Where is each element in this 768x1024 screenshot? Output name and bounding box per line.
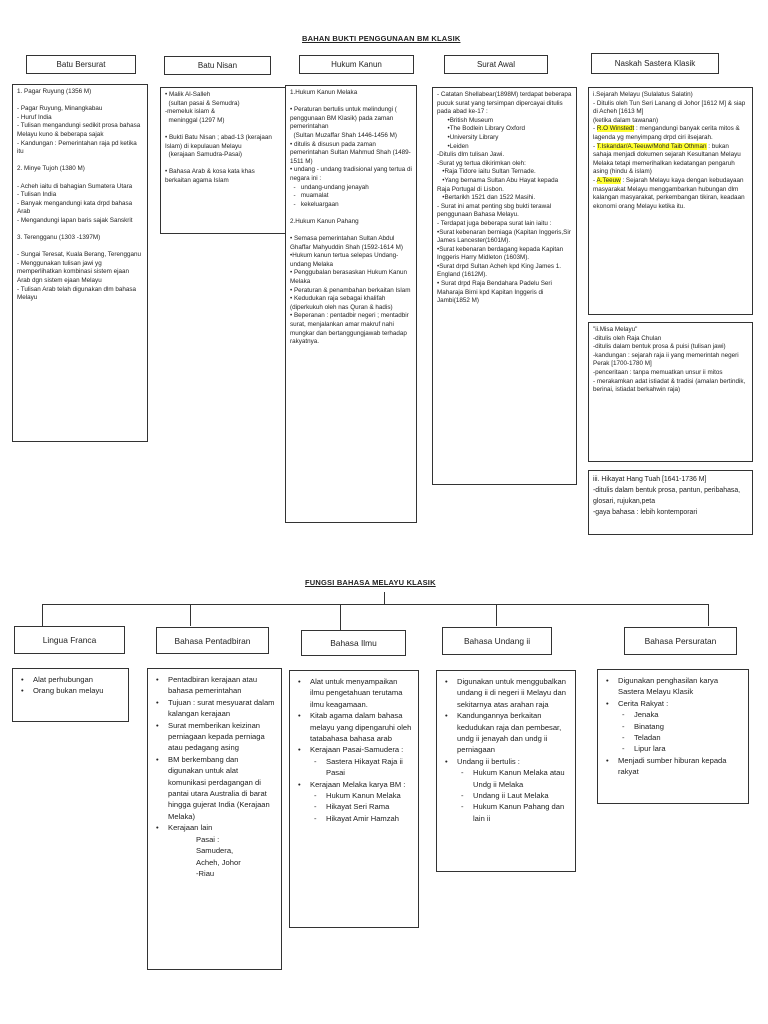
text-line: -kandungan : sejarah raja ii yang memerintah negeri Perak [1700-1780 M]: [593, 351, 741, 368]
text-line: -penceritaan : tanpa memuatkan unsur ii mitos: [593, 368, 723, 376]
text-line: - Menggunakan tulisan jawi yg memperlihatkan kombinasi sistem ejaan Arab dgn sistem ejaan Melayu: [17, 259, 131, 285]
batu-bersurat-box: [12, 84, 148, 442]
list-item: • Kerajaan Pasai-Samudera :: [296, 744, 412, 755]
text-line: -ditulis dalam bentuk prosa, pantun, peribahasa, glosari, rujukan,peta: [593, 487, 743, 505]
text-line: - Catatan Shellabear(1898M) terdapat beberapa pucuk surat yang tersimpan dipercayai ditulis pada abad ke-17 :: [437, 91, 574, 116]
pentadbiran-list: [154, 674, 275, 879]
text-line: - Tulisan Arab telah digunakan dlm bahasa Melayu: [17, 285, 138, 302]
header-batu-bersurat: Batu Bersurat: [26, 55, 136, 74]
list-item: - Hukum Kanun Pahang dan lain ii: [443, 801, 569, 824]
text-line: - Ditulis oleh Tun Seri Lanang di Johor [1612 M] & siap di Acheh [1613 M]: [593, 99, 748, 116]
persuratan-list: [604, 675, 742, 778]
naskah-1-p2: - T.Iskandar/A.Teeuw/Mohd Taib Othman : bukan sahaja menjadi dokumen sejarah Kesultanan Melayu Melaka tetapi memerihalkan kedatangan pengaruh asing (hindu & islam): [593, 142, 743, 176]
text-line: - muamalat: [290, 192, 329, 200]
ilmu-box: [289, 670, 419, 928]
list-item: - Teladan: [604, 732, 742, 743]
text-line: [17, 243, 143, 252]
ilmu-list: [296, 676, 412, 824]
naskah-3-content: [593, 474, 748, 518]
text-line: • Kedudukan raja sebagai khalifah (diperkukuh oleh nas Quran & hadis): [290, 295, 393, 311]
tree-bar: [42, 604, 709, 605]
text-line: -memeluk islam &: [165, 108, 216, 116]
text-line: •Hukum kanun tertua selepas Undang-undang Melaka: [290, 252, 399, 268]
text-line: • Peraturan & penambahan berkaitan Islam: [290, 286, 411, 294]
text-line: - Acheh iaitu di bahagian Sumatera Utara: [17, 182, 133, 190]
list-item: • Alat perhubungan: [19, 674, 122, 685]
text-line: •Surat kebenaran berdagang kepada Kapitan Inggeris Harry Midleton (1603M).: [437, 245, 565, 262]
text-line: •British Museum: [437, 116, 494, 124]
text-line: "ii.Misa Melayu": [593, 326, 638, 333]
text-line: -Surat yg tertua dikirimkan oleh:: [437, 159, 526, 167]
text-line: 2. Minye Tujoh (1380 M): [17, 165, 85, 173]
highlight-winstedt: R.O Winstedt: [596, 125, 635, 133]
list-item: • Tujuan : surat mesyuarat dalam kalangan kerajaan: [154, 697, 275, 720]
hukum-kanun-content: [290, 89, 412, 347]
list-item: • Kerajaan Melaka karya BM :: [296, 779, 412, 790]
list-item: • Alat untuk menyampaikan ilmu pengetahuan terutama ilmu keagamaan.: [296, 676, 412, 710]
text-line: -Ditulis dlm tulisan Jawi.: [437, 151, 505, 159]
list-item: - Hukum Kanun Melaka: [296, 790, 412, 801]
naskah-1-intro: [593, 91, 748, 125]
text-line: - Huruf India: [17, 113, 52, 121]
list-item: • Digunakan penghasilan karya Sastera Melayu Klasik: [604, 675, 742, 698]
list-item: - Hikayat Amir Hamzah: [296, 813, 412, 824]
text-line: - kekeluargaan: [290, 200, 339, 208]
text-line: (Sultan Muzaffar Shah 1446-1456 M): [290, 131, 397, 139]
header-lingua-franca: Lingua Franca: [14, 626, 125, 654]
list-item: - Hukum Kanun Melaka atau Undg ii Melaka: [443, 767, 569, 790]
text-line: -gaya bahasa : lebih kontemporari: [593, 509, 698, 516]
list-item: • Kitab agama dalam bahasa melayu yang dipengaruhi oleh tatabahasa bahasa arab: [296, 710, 412, 744]
list-item: • Kerajaan lain: [154, 822, 275, 833]
text-line: - Pagar Ruyung, Minangkabau: [17, 105, 103, 113]
text-line: iii. Hikayat Hang Tuah [1641-1736 M]: [593, 476, 707, 483]
text-line: - merakamkan adat istiadat & tradisi (amalan bertindik, berinai, istiadat berkahwin raja): [593, 377, 747, 394]
header-naskah-sastera: Naskah Sastera Klasik: [591, 53, 719, 74]
text-line: • Bahasa Arab & kosa kata khas berkaitan agama Islam: [165, 168, 257, 184]
text-line: [17, 97, 143, 106]
pentadbiran-box: [147, 668, 282, 970]
text-line: • Penggubalan berasaskan Hukum Kanun Melaka: [290, 269, 409, 286]
text-line: • Bukti Batu Nisan ; abad-13 (kerajaan Islam) di kepulauan Melayu: [165, 133, 274, 150]
text-line: - Surat ini amat penting sbg bukti terawal penggunaan Bahasa Melayu.: [437, 202, 553, 219]
tree-branch-2: [190, 604, 191, 626]
text-line: -ditulis dalam bentuk prosa & puisi (tulisan jawi): [593, 343, 726, 351]
bottom-title: FUNGSI BAHASA MELAYU KLASIK: [305, 578, 436, 587]
list-item: Acheh, Johor: [196, 857, 241, 867]
text-line: 1. Pagar Ruyung (1356 M): [17, 88, 92, 95]
text-line: [290, 209, 412, 218]
naskah-hang-tuah-box: [588, 470, 753, 535]
text-line: • Beperanan : pentadbir negeri ; mentadbir surat, menjalankan amar makruf nahi mungkar dan bertanggungjawab terhadap rakyatnya.: [290, 312, 411, 346]
text-line: -ditulis oleh Raja Chulan: [593, 334, 662, 342]
tree-branch-1: [42, 604, 43, 626]
text-line: meninggal (1297 M): [165, 116, 225, 124]
list-item: Pasai :: [196, 834, 220, 844]
list-item: • Pentadbiran kerajaan atau bahasa pemerintahan: [154, 674, 275, 697]
text-line: [165, 125, 281, 134]
text-line: •University Library: [437, 133, 499, 141]
text-line: [165, 160, 281, 169]
lingua-franca-list: [19, 674, 122, 697]
text-line: [17, 226, 143, 235]
text-line: •Yang bernama Sultan Abu Hayat kepada Raja Portugal di Lisbon.: [437, 176, 560, 193]
list-item: - Jenaka: [604, 709, 742, 720]
naskah-misa-melayu-box: [588, 322, 753, 462]
text-line: 2.Hukum Kanun Pahang: [290, 217, 359, 225]
header-surat-awal: Surat Awal: [444, 55, 548, 74]
text-line: [17, 157, 143, 166]
naskah-1-after2: : bukan sahaja menjadi dokumen sejarah Kesultanan Melayu Melaka tetapi memerihalkan kedatangan pengaruh asing (hindu & islam): [593, 142, 743, 176]
batu-nisan-box: [160, 87, 286, 234]
naskah-sejarah-melayu-box: [588, 87, 753, 315]
text-line: - undang-undang jenayah: [290, 183, 369, 191]
text-line: - Sungai Teresat, Kuala Berang, Terengganu: [17, 251, 142, 259]
naskah-2-content: [593, 326, 748, 395]
list-item: - Hikayat Seri Rama: [296, 801, 412, 812]
text-line: [17, 174, 143, 183]
tree-branch-4: [496, 604, 497, 626]
text-line: - Banyak mengandungi kata drpd bahasa Arab: [17, 199, 134, 216]
list-item: • Kandungannya berkaitan kedudukan raja dan pembesar, undg ii jenayah dan undg ii perniagaan: [443, 710, 569, 756]
top-title: BAHAN BUKTI PENGGUNAAN BM KLASIK: [302, 34, 461, 43]
hukum-kanun-box: [285, 85, 417, 523]
text-line: • Surat drpd Raja Bendahara Padelu Seri Maharaja Birni kpd Kapitan Inggeris di Jambi(1852 M): [437, 280, 554, 305]
surat-awal-box: [432, 87, 577, 485]
header-bahasa-persuratan: Bahasa Persuratan: [624, 627, 737, 655]
list-item: • Surat memberikan keizinan perniagaan kepada perniaga atau pedagang asing: [154, 720, 275, 754]
undang-list: [443, 676, 569, 824]
text-line: •The Bodlein Library Oxford: [437, 125, 525, 133]
text-line: •Surat drpd Sultan Acheh kpd King James 1. England (1612M).: [437, 262, 563, 279]
tree-branch-3: [340, 604, 341, 630]
text-line: [290, 227, 412, 236]
list-item: Samudera,: [196, 846, 234, 856]
header-batu-nisan: Batu Nisan: [164, 56, 271, 75]
header-bahasa-undang: Bahasa Undang ii: [442, 627, 552, 655]
list-item: • Cerita Rakyat :: [604, 698, 742, 709]
list-item: - Binatang: [604, 721, 742, 732]
text-line: •Surat kebenaran berniaga (Kapitan Inggeris,Sir James Lancester(1601M).: [437, 228, 573, 245]
text-line: - Tulisan mengandungi sedikit prosa bahasa Melayu kuno & beberapa sajak: [17, 122, 142, 138]
text-line: • Peraturan bertulis untuk melindungi ( penggunaan BM Klasik) pada zaman pemerintahan: [290, 106, 399, 131]
text-line: •Leiden: [437, 142, 469, 150]
list-item: • Orang bukan melayu: [19, 685, 122, 696]
list-item: - Sastera Hikayat Raja ii Pasai: [296, 756, 412, 779]
text-line: • undang - undang tradisional yang tertua di negara ini :: [290, 166, 414, 182]
lingua-franca-box: [12, 668, 129, 722]
text-line: • ditulis & disusun pada zaman pemerintahan Sultan Mahmud Shah (1489-1511 M): [290, 140, 411, 165]
header-bahasa-ilmu: Bahasa Ilmu: [301, 630, 406, 656]
naskah-1-p1: - R.O Winstedt : mengandungi banyak cerita mitos & lagenda yg menyimpang drpd ciri ilsejarah.: [593, 125, 742, 141]
list-item: • Undang ii bertulis :: [443, 756, 569, 767]
highlight-teeuw: A.Teeuw: [596, 176, 621, 184]
text-line: - Kandungan : Pemerintahan raja pd ketika itu: [17, 139, 139, 156]
text-line: •Raja Tidore iaitu Sultan Ternade.: [437, 168, 536, 176]
text-line: (sultan pasai & Semudra): [165, 99, 240, 107]
text-line: • Semasa pemerintahan Sultan Abdul Ghaffar Mahyuddin Shah (1592-1614 M): [290, 235, 403, 251]
text-line: (kerajaan Samudra-Pasai): [165, 151, 242, 159]
text-line: - Tulisan India: [17, 191, 57, 199]
list-item: -Riau: [196, 868, 215, 878]
naskah-1-after3: : Sejarah Melayu kaya dengan kebudayaan masyarakat Melayu menggambarkan hubungan dlm kalangan masyarakat, perkembangan tikiran, keadaan ekonomi orang Melayu ketika itu.: [593, 176, 747, 210]
text-line: [290, 98, 412, 107]
tree-branch-5: [708, 604, 709, 626]
naskah-1-p3: - A.Teeuw : Sejarah Melayu kaya dengan kebudayaan masyarakat Melayu menggambarkan hubungan dlm kalangan masyarakat, perkembangan tikiran, keadaan ekonomi orang Melayu ketika itu.: [593, 176, 747, 210]
naskah-1-after1: : mengandungi banyak cerita mitos & lagenda yg menyimpang drpd ciri ilsejarah.: [593, 125, 742, 141]
text-line: - Mengandungi lapan baris sajak Sanskrit: [17, 216, 133, 224]
list-item: - Undang ii Laut Melaka: [443, 790, 569, 801]
batu-nisan-content: [165, 91, 281, 186]
list-item: • Menjadi sumber hiburan kepada rakyat: [604, 755, 742, 778]
header-bahasa-pentadbiran: Bahasa Pentadbiran: [156, 627, 269, 654]
text-line: (ketika dalam tawanan): [593, 116, 659, 124]
list-item: • Digunakan untuk menggubalkan undang ii di negeri ii Melayu dan sekitarnya atas arahan raja: [443, 676, 569, 710]
persuratan-box: [597, 669, 749, 804]
batu-bersurat-content: [17, 88, 143, 303]
text-line: 3. Terengganu (1303 -1397M): [17, 234, 101, 242]
text-line: •Bertarikh 1521 dan 1522 Masihi.: [437, 194, 536, 202]
list-item: • BM berkembang dan digunakan untuk alat komunikasi perdagangan di pantai utara Australia di barat hingga gujerat India (Kerajaan Melaka): [154, 754, 275, 822]
header-hukum-kanun: Hukum Kanun: [299, 55, 414, 74]
text-line: - Terdapat juga beberapa surat lain iaitu :: [437, 219, 552, 227]
surat-awal-content: [437, 91, 572, 306]
text-line: 1.Hukum Kanun Melaka: [290, 89, 358, 96]
list-item: - Lipur lara: [604, 743, 742, 754]
highlight-iskandar: T.Iskandar/A.Teeuw/Mohd Taib Othman: [596, 142, 707, 150]
text-line: i.Sejarah Melayu (Sulalatus Salatin): [593, 91, 693, 98]
undang-box: [436, 670, 576, 872]
text-line: • Malik Al-Salleh: [165, 91, 211, 98]
